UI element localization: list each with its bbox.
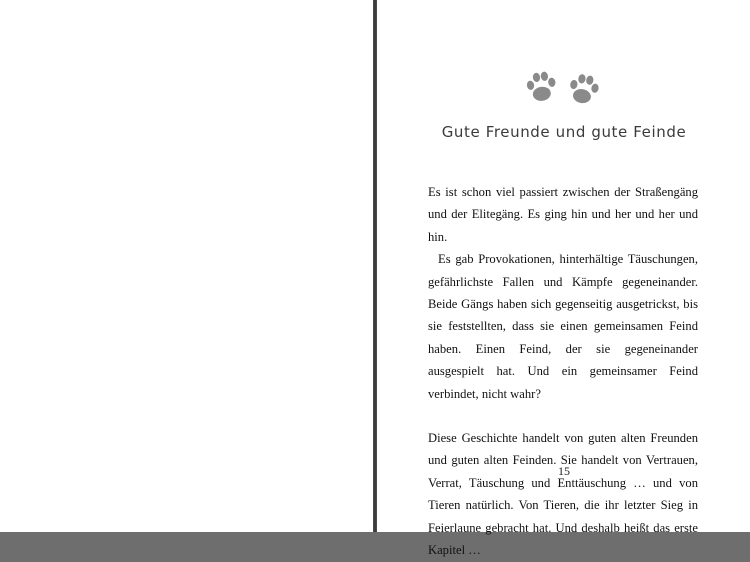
paragraph-3: Diese Geschichte handelt von guten alten Freunden und guten alten Feinden. Sie handelt von Vertrauen, Verrat, Täuschung und Enttäuschung … und von Tieren natürlich. Von Tieren, die ihr letzter Sieg in Feierlaune gebracht hat. Und deshalb heißt das erste Kapitel …: [428, 431, 698, 558]
paragraph-1: Es ist schon viel passiert zwischen der Straßengäng und der Elitegäng. Es ging hin und her und her und hin.: [428, 185, 698, 244]
chapter-body: [428, 181, 698, 562]
paragraph-2: Es gab Provokationen, hinterhältige Täuschungen, gefährlichste Fallen und Kämpfe gegeneinander. Beide Gängs haben sich gegenseitig ausgetrickst, bis sie feststellten, dass sie einen gemeinsamen Feind haben. Einen Feind, der sie gegeneinander ausgespielt hat. Und ein gemeinsamer Feind verbindet, nicht wahr?: [428, 252, 698, 401]
page-number: 15: [558, 464, 570, 478]
right-page: [376, 0, 750, 558]
paw-prints-icon: [522, 68, 608, 106]
left-page-blank: [0, 0, 374, 532]
chapter-title: Gute Freunde und gute Feinde: [441, 123, 687, 141]
